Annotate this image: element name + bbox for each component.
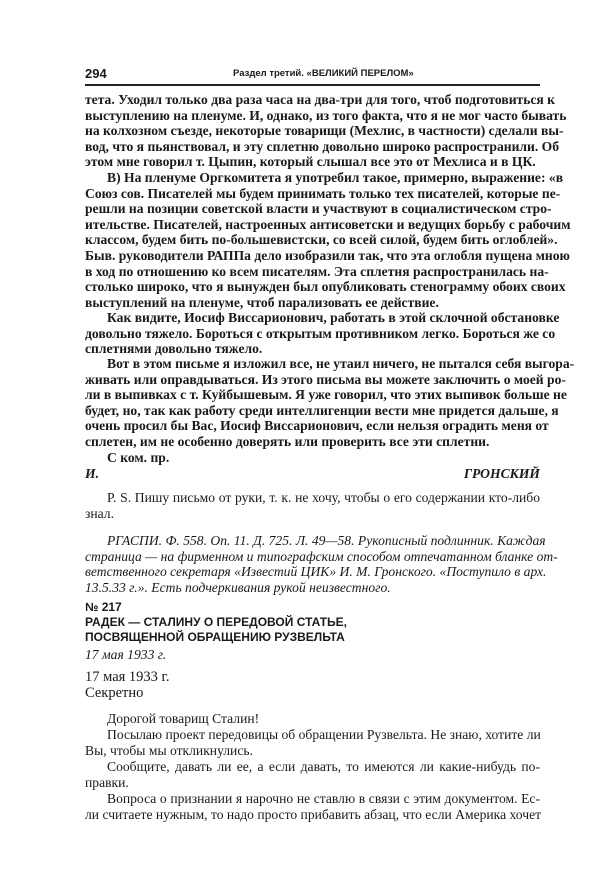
text-line: Вот в этом письме я изложил все, не утаил ничего, не пытался себя выгора- bbox=[107, 356, 575, 371]
text-line: ительстве. Писателей, настроенных антисоветски и ведущих борьбу с рабочим bbox=[85, 216, 571, 232]
document-date-italic: 17 мая 1933 г. bbox=[85, 647, 167, 662]
document-title-line: РАДЕК — СТАЛИНУ О ПЕРЕДОВОЙ СТАТЬЕ, bbox=[85, 615, 348, 629]
document-paragraph-3 bbox=[85, 791, 540, 822]
text-line: Как видите, Иосиф Виссарионович, работать в этой склочной обстановке bbox=[107, 310, 560, 325]
text-line: 13.5.33 г.». Есть подчеркивания рукой неизвестного. bbox=[85, 579, 391, 595]
text-line: сплетнями довольно тяжело. bbox=[85, 341, 263, 357]
document-date: 17 мая 1933 г. bbox=[85, 669, 170, 685]
letter-paragraph-3 bbox=[85, 310, 560, 357]
text-line: Вопроса о признании я нарочно не ставлю в связи с этим документом. Ес- bbox=[107, 791, 540, 806]
text-line: правки. bbox=[85, 774, 129, 790]
document-paragraph-2 bbox=[85, 759, 540, 790]
signature-block bbox=[85, 466, 540, 482]
text-line: РГАСПИ. Ф. 558. Оп. 11. Д. 725. Л. 49—58. Рукописный подлинник. Каждая bbox=[107, 533, 546, 548]
text-line: в ход по отношению ко всем писателям. Эта сплетня распространилась на- bbox=[85, 263, 549, 279]
text-line: этом мне говорил т. Цыпин, который слышал все это от Мехлиса и в ЦК. bbox=[85, 154, 536, 170]
text-line: будет, но, так как работу среди интеллигенции вести мне придется дальше, я bbox=[85, 402, 559, 418]
text-line: Сообщите, давать ли ее, а если давать, то имеются ли какие-нибудь по- bbox=[107, 759, 540, 774]
page-header bbox=[85, 66, 540, 86]
archive-note bbox=[85, 533, 558, 595]
text-line: на колхозном съезде, некоторые товарищи (Мехлис, в частности) сделали вы- bbox=[85, 123, 564, 139]
text-line: Вы, чтобы мы откликнулись. bbox=[85, 742, 253, 758]
letter-closing: С ком. пр. bbox=[107, 450, 170, 465]
text-line: Посылаю проект передовицы об обращении Рузвельта. Не знаю, хотите ли bbox=[107, 727, 541, 742]
text-line: решли на позиции советской власти и участвуют в социалистическом стро- bbox=[85, 201, 552, 217]
text-line: выступлению на пленуме. И, однако, из того факта, что я не мог часто бывать bbox=[85, 107, 567, 123]
text-line: довольно тяжело. Бороться с открытым противником легко. Бороться же со bbox=[85, 325, 556, 341]
text-line: очень просил бы Вас, Иосиф Виссарионович, если нельзя оградить меня от bbox=[85, 418, 549, 434]
text-line: ветственного секретаря «Известий ЦИК» И. М. Гронского. «Поступило в арх. bbox=[85, 564, 547, 580]
text-line: выступлений на пленуме, чтоб парализовать ее действие. bbox=[85, 294, 439, 310]
text-line: ли считаете нужным, то надо просто прибавить абзац, что если Америка хочет bbox=[85, 806, 542, 822]
salutation-block bbox=[85, 711, 540, 727]
document-date-italic-block bbox=[85, 647, 540, 663]
text-line: ли в выпивках с т. Куйбышевым. Я уже говорил, что этих выпивок больше не bbox=[85, 387, 567, 403]
signature: И. ГРОНСКИЙ bbox=[85, 466, 540, 481]
text-line: классом, будем бить по-большевистски, со всей силой, будем бить оглоблей». bbox=[85, 232, 558, 248]
text-line: P. S. Пишу письмо от руки, т. к. не хочу, чтобы о его содержании кто-либо bbox=[107, 490, 540, 505]
letter-paragraph-4 bbox=[85, 356, 575, 450]
document-meta bbox=[85, 670, 540, 701]
document-heading bbox=[85, 600, 540, 645]
text-line: сплетен, им не особенно доверять или проверить все эти сплетни. bbox=[85, 433, 490, 449]
text-line: Быв. руководители РАППа дело изобразили так, что эта оглобля пущена мною bbox=[85, 247, 570, 263]
page-number: 294 bbox=[85, 66, 107, 81]
text-line: живать или оправдываться. Из этого письма вы можете заключить о моей ро- bbox=[85, 371, 566, 387]
letter-paragraph-2 bbox=[85, 170, 571, 310]
text-line: тета. Уходил только два раза часа на два-три для того, чтоб подготовиться к bbox=[85, 92, 556, 107]
document-number: № 217 bbox=[85, 600, 122, 614]
running-title: Раздел третий. «ВЕЛИКИЙ ПЕРЕЛОМ» bbox=[233, 68, 414, 79]
document-title-line: ПОСВЯЩЕННОЙ ОБРАЩЕНИЮ РУЗВЕЛЬТА bbox=[85, 630, 345, 644]
text-line: вод, что я пьянствовал, и эту сплетню довольно широко распространили. Об bbox=[85, 138, 560, 154]
text-line: Союз сов. Писателей мы будем принимать только тех писателей, которые пе- bbox=[85, 185, 561, 201]
text-line: столько широко, что я вынужден был опубликовать стенограмму обоих своих bbox=[85, 279, 566, 295]
document-paragraph-1 bbox=[85, 727, 540, 758]
text-line: В) На пленуме Оргкомитета я употребил такое, примерно, выражение: «в bbox=[107, 170, 564, 185]
salutation: Дорогой товарищ Сталин! bbox=[107, 711, 260, 726]
text-line: страница — на фирменном и типографским способом отпечатанном бланке от- bbox=[85, 548, 558, 564]
letter-paragraph-1 bbox=[85, 92, 567, 170]
document-classification: Секретно bbox=[85, 684, 144, 701]
letter-closing-block bbox=[85, 450, 540, 466]
postscript bbox=[85, 490, 540, 521]
text-line: знал. bbox=[85, 505, 114, 521]
